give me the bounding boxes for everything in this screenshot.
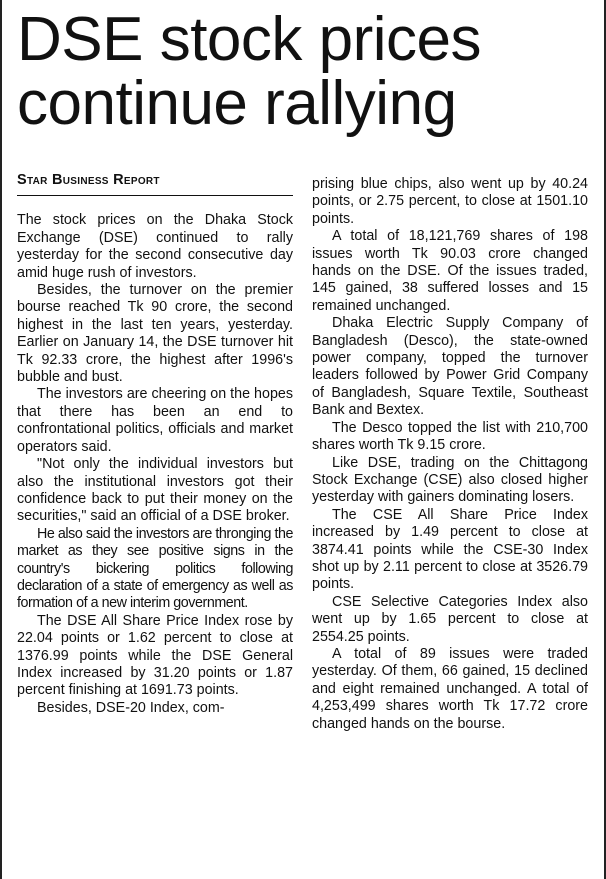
right-column <box>312 176 588 733</box>
paragraph: Like DSE, trading on the Chittagong Stock Exchange (CSE) also closed higher yesterday with gainers dominating losers. <box>312 454 588 506</box>
paragraph: Besides, the turnover on the premier bourse reached Tk 90 crore, the second highest in the last ten years, yesterday. Earlier on January 14, the DSE turnover hit Tk 92.33 crore, the highest after 1996's bubble and bust. <box>17 282 293 386</box>
paragraph: "Not only the individual investors but also the institutional investors got their confidence back to put their money on the securities," said an official of a DSE broker. <box>17 456 293 525</box>
paragraph: Dhaka Electric Supply Company of Bangladesh (Desco), the state-owned power company, topped the turnover leaders followed by Power Grid Company of Bangladesh, Square Textile, Southeast Bank and Bextex. <box>312 315 588 419</box>
byline: Star Business Report <box>17 172 293 196</box>
paragraph: The Desco topped the list with 210,700 shares worth Tk 9.15 crore. <box>312 419 588 454</box>
paragraph: The CSE All Share Price Index increased by 1.49 percent to close at 3874.41 points while the CSE-30 Index shot up by 2.11 percent to close at 3526.79 points. <box>312 506 588 593</box>
headline: DSE stock prices continue rallying <box>17 5 482 138</box>
paragraph: prising blue chips, also went up by 40.24 points, or 2.75 percent, to close at 1501.10 points. <box>312 176 588 227</box>
paragraph: CSE Selective Categories Index also went up by 1.65 percent to close at 2554.25 points. <box>312 593 588 645</box>
paragraph: Besides, DSE-20 Index, com- <box>37 699 225 716</box>
paragraph: The investors are cheering on the hopes that there has been an end to confrontational politics, officials and market operators said. <box>17 386 293 455</box>
paragraph: A total of 89 issues were traded yesterday. Of them, 66 gained, 15 declined and eight remained unchanged. A total of 4,253,499 shares worth Tk 17.72 crore changed hands on the bourse. <box>312 645 588 732</box>
paragraph: A total of 18,121,769 shares of 198 issues worth Tk 90.03 crore changed hands on the DSE. Of the issues traded, 145 gained, 38 suffered losses and 15 remained unchanged. <box>312 228 588 314</box>
paragraph: The DSE All Share Price Index rose by 22.04 points or 1.62 percent to close at 1376.99 points while the DSE General Index increased by 31.20 points or 1.87 percent finishing at 1691.73 points. <box>17 612 293 699</box>
paragraph: He also said the investors are thronging the market as they see positive signs in the country's bickering politics following declaration of a state of emergency as well as formation of a new interim government. <box>17 525 293 612</box>
paragraph: The stock prices on the Dhaka Stock Exchange (DSE) continued to rally yesterday for the second consecutive day amid huge rush of investors. <box>17 212 293 281</box>
left-column <box>17 172 293 717</box>
